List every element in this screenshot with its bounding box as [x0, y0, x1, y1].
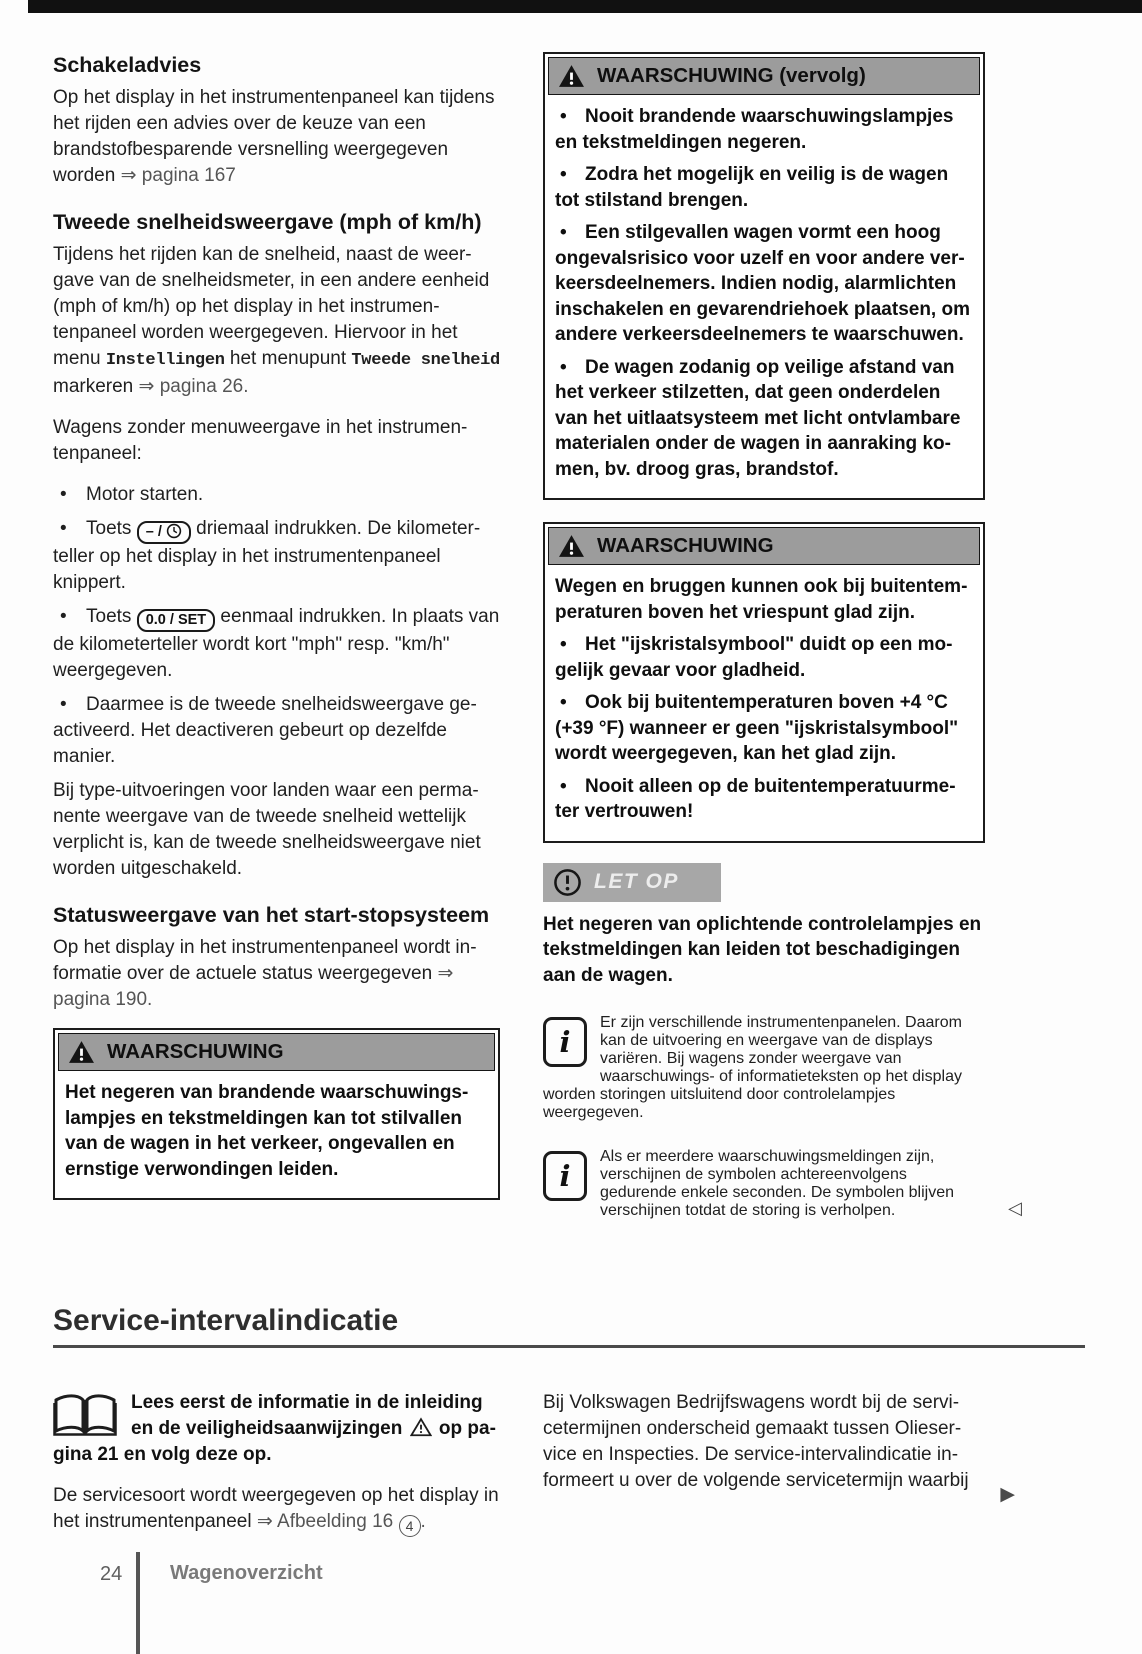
list-item-toets-clock: • Toets – / driemaal indrukken. De kilometerteller op het display in het instrumentenpaneel knippert.: [53, 518, 481, 593]
bullet-marker: •: [560, 106, 567, 127]
set-button-key: 0.0 / SET: [137, 609, 215, 632]
menu-item-tweede-snelheid: Tweede snelheid: [351, 351, 500, 370]
bullet-marker: •: [560, 356, 567, 378]
warning-box-header: [548, 57, 980, 95]
warning-box-body: [548, 95, 980, 495]
page-number: 24: [100, 1563, 123, 1585]
warning-text: Het negeren van brandende waarschuwingslampjes en tekstmeldingen kan tot stilvallen van de wagen in het verkeer, ongevallen en ernstige verwondingen leiden.: [65, 1082, 469, 1180]
warning-box-header: [548, 527, 980, 565]
info-note: [543, 1014, 985, 1122]
circled-number-4: 4: [399, 1515, 421, 1537]
cross-reference-pagina-190: ⇒ pagina 190.: [53, 963, 454, 1010]
warning-triangle-outline-icon: [410, 1417, 432, 1437]
warning-triangle-icon: [558, 64, 585, 88]
service-two-columns: [53, 1390, 1085, 1552]
footer-divider: [136, 1552, 140, 1654]
bullet-marker: •: [560, 222, 567, 243]
info-note-text: Als er meerdere waarschuwingsmeldingen zijn, verschijnen de symbolen achtereenvolgens gedurende enkele seconden. De symbolen blijven verschijnen totdat de storing is verholpen.: [600, 1148, 955, 1219]
warning-triangle-icon: [558, 534, 585, 558]
read-first-lead: Lees eerst de informatie in de inleiding en de veiligheidsaanwijzingen op pagina 21 en volg deze op.: [53, 1392, 496, 1465]
bullet-marker: •: [560, 164, 567, 185]
bullet-marker: •: [60, 606, 67, 627]
paragraph-wagens-zonder-menu: Wagens zonder menuweergave in het instrumentenpaneel:: [53, 417, 468, 464]
list-item-motor-starten: • Motor starten.: [53, 482, 500, 508]
heading-schakeladvies: Schakeladvies: [53, 53, 202, 77]
paragraph-statusweergave: Op het display in het instrumentenpaneel wordt informatie over de actuele status weergegeven ⇒ pagina 190.: [53, 937, 477, 1010]
paragraph-servicesoort: De servicesoort wordt weergegeven op het display in het instrumentenpaneel ⇒ Afbeelding 16 4 .: [53, 1483, 500, 1537]
open-book-icon: [53, 1393, 117, 1439]
warning-title: WAARSCHUWING: [107, 1040, 284, 1063]
warning-box-vervolg: [543, 52, 985, 500]
left-column: [53, 52, 500, 1200]
warning-title: WAARSCHUWING: [597, 534, 774, 557]
info-note: [543, 1148, 1022, 1220]
page-top-rule: [28, 0, 1142, 13]
letop-badge: [543, 863, 721, 902]
warning-list-item: • Ook bij buitentemperaturen boven +4 °C (+39 °F) wanneer er geen "ijskristalsymbool" wordt weergegeven, kan het glad zijn.: [555, 692, 959, 764]
info-icon: i: [543, 1017, 587, 1067]
bullet-marker: •: [560, 634, 567, 655]
exclamation-circle-icon: [553, 868, 582, 897]
info-note-text: Er zijn verschillende instrumentenpanelen. Daarom kan de uitvoering en weergave van de displays variëren. Bij wagens zonder weergave van waarschuwings- of informatieteksten op het display worden storingen uitsluitend door controlelampjes weergegeven.: [543, 1014, 962, 1121]
heading-tweede-snelheidsweergave: Tweede snelheidsweergave (mph of km/h): [53, 210, 482, 234]
warning-triangle-icon: [68, 1040, 95, 1064]
service-section: [53, 1304, 1085, 1552]
warning-list-item: • De wagen zodanig op veilige afstand van het verkeer stilzetten, dat geen onderdelen van het uitlaatsysteem met licht ontvlambare materialen onder de wagen in aanraking komen, bv. droog gras, brandstof.: [555, 356, 961, 480]
warning-list-item: • Het "ijskristalsymbool" duidt op een mogelijk gevaar voor gladheid.: [555, 634, 953, 681]
section-continue-marker: ▶: [1000, 1484, 1015, 1505]
right-column: [543, 52, 1022, 1220]
bullet-marker: •: [560, 775, 567, 797]
warning-list-item: • Nooit brandende waarschuwingslampjes en tekstmeldingen negeren.: [555, 106, 954, 153]
list-item-toets-set: • Toets 0.0 / SET eenmaal indrukken. In plaats van de kilometerteller wordt kort "mph" resp. "km/h" weergegeven.: [53, 606, 500, 681]
warning-box-left: [53, 1028, 500, 1200]
warning-list-item: • Nooit alleen op de buitentemperatuurmeter vertrouwen!: [555, 775, 956, 822]
warning-box-gladheid: [543, 522, 985, 843]
warning-intro: Wegen en bruggen kunnen ook bij buitentemperaturen boven het vriespunt glad zijn.: [555, 576, 968, 623]
letop-text: Het negeren van oplichtende controlelampjes en tekstmeldingen kan leiden tot beschadigingen aan de wagen.: [543, 913, 982, 986]
cross-reference-pagina-167: ⇒ pagina 167: [120, 165, 236, 186]
service-right-column: [543, 1390, 1015, 1509]
section-title-service-intervalindicatie: Service-intervalindicatie: [53, 1304, 1085, 1348]
trip-reset-button-key: – /: [137, 521, 191, 544]
section-end-marker: ◁: [1008, 1198, 1022, 1218]
list-item-daarmee: • Daarmee is de tweede snelheidsweergave geactiveerd. Het deactiveren gebeurt op dezelfde manier.: [53, 694, 477, 767]
cross-reference-afbeelding-16: ⇒ Afbeelding 16 4 .: [257, 1511, 426, 1532]
paragraph-bedrijfswagens: Bij Volkswagen Bedrijfswagens wordt bij de servicetermijnen onderscheid gemaakt tussen Olieservice en Inspecties. De service-intervalindicatie informeert u over de volgende servicetermijn waarbij: [543, 1392, 969, 1491]
bullet-marker: •: [60, 518, 67, 539]
paragraph-tweede-snelheidsweergave: Tijdens het rijden kan de snelheid, naast de weergave van de snelheidsmeter, in een andere eenheid (mph of km/h) op het display in het instrumentenpaneel worden weergegeven. Hiervoor in het menu Instellingen het menupunt Tweede snelheid markeren ⇒ pagina 26.: [53, 244, 500, 397]
warning-box-body: [548, 565, 980, 838]
letop-block: [543, 843, 985, 989]
service-left-column: [53, 1390, 500, 1552]
warning-box-header: [58, 1033, 495, 1071]
footer-section-title: Wagenoverzicht: [170, 1562, 323, 1584]
warning-title: WAARSCHUWING (vervolg): [597, 64, 866, 87]
clock-icon: [166, 523, 182, 539]
bullet-marker: •: [60, 484, 67, 505]
warning-list-item: • Zodra het mogelijk en veilig is de wagen tot stilstand brengen.: [555, 164, 949, 211]
two-column-body: [53, 52, 1085, 1304]
heading-statusweergave: Statusweergave van het start-stopsysteem: [53, 903, 490, 927]
paragraph-type-uitvoeringen: Bij type-uitvoeringen voor landen waar een permanente weergave van de tweede snelheid wettelijk verplicht is, kan de tweede snelheidsweergave niet worden uitgeschakeld.: [53, 780, 481, 879]
letop-title: LET OP: [594, 870, 679, 893]
menu-item-instellingen: Instellingen: [105, 351, 225, 370]
info-icon: i: [543, 1151, 587, 1201]
paragraph-schakeladvies: Op het display in het instrumentenpaneel kan tijdens het rijden een advies over de keuze van een brandstofbesparende versnelling weergegeven worden ⇒ pagina 167: [53, 87, 495, 186]
cross-reference-pagina-26: ⇒ pagina 26.: [138, 376, 249, 397]
warning-list-item: • Een stilgevallen wagen vormt een hoog ongevalsrisico voor uzelf en voor andere verkeersdeelnemers. Indien nodig, alarmlichten inschakelen en gevarendriehoek plaatsen, om andere verkeersdeelnemers te waarschuwen.: [555, 222, 970, 345]
warning-box-body: [58, 1071, 495, 1195]
bullet-marker: •: [60, 694, 67, 715]
bullet-marker: •: [560, 692, 567, 713]
